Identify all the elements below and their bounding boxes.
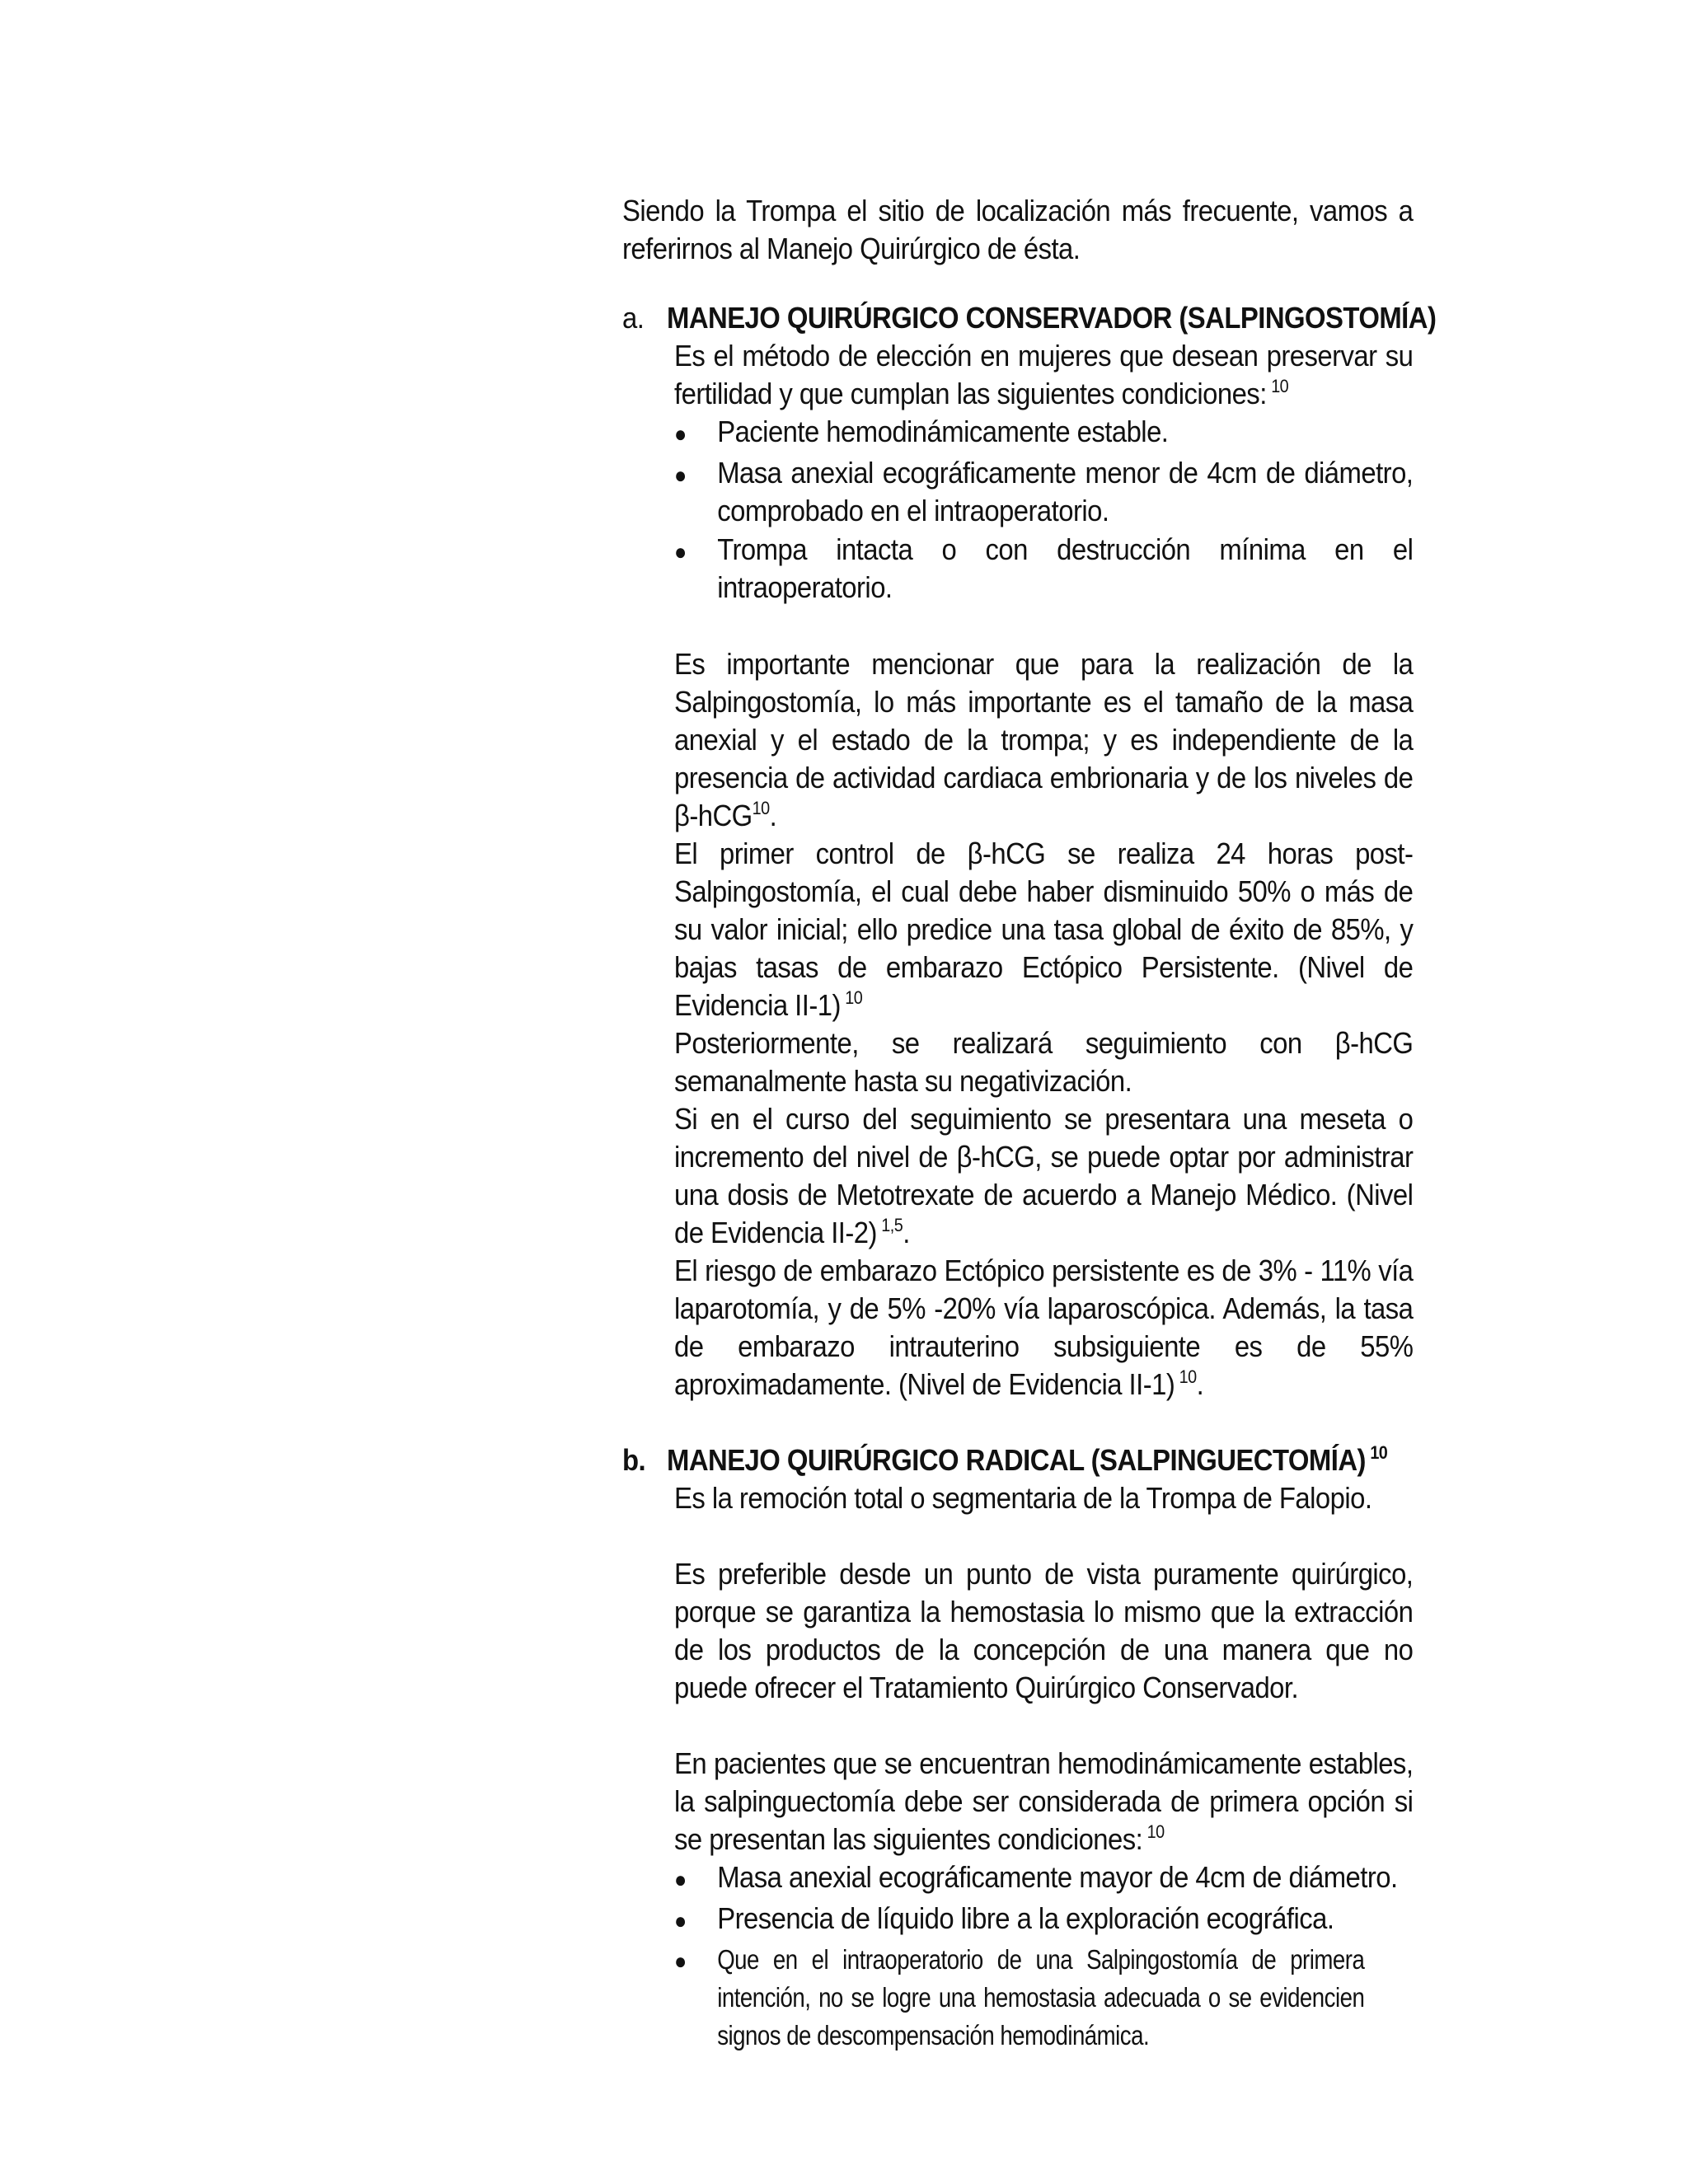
- list-item: [674, 1858, 1413, 1899]
- section-a-lead-text: Es el método de elección en mujeres que desean preservar su fertilidad y que cumplan las siguientes condiciones:: [674, 339, 1414, 410]
- section-b-heading-row: [622, 1441, 1413, 1479]
- section-a-body: [674, 337, 1413, 1404]
- list-item: [674, 1900, 1413, 1940]
- section-a-p5-ref: 10: [1179, 1366, 1197, 1387]
- section-b-paragraph-1: Es preferible desde un punto de vista puramente quirúrgico, porque se garantiza la hemostasia lo mismo que la extracción de los productos de la concepción de una manera que no puede ofrecer el Tratamiento Quirúrgico Conservador.: [674, 1557, 1414, 1704]
- section-a-p4-text: Si en el curso del seguimiento se presentara una meseta o incremento del nivel de β-hCG, se puede optar por administrar una dosis de Metotrexate de acuerdo a Manejo Médico. (Nivel de Evidencia II-2): [674, 1102, 1414, 1249]
- list-item: [674, 1941, 1413, 2055]
- section-a-paragraph-2: [674, 835, 1413, 1024]
- section-b-paragraph-2: [674, 1745, 1413, 1858]
- section-b-lead: Es la remoción total o segmentaria de la Trompa de Falopio.: [674, 1481, 1372, 1515]
- section-b-heading: [667, 1441, 1387, 1479]
- list-item-text: Paciente hemodinámicamente estable.: [717, 415, 1169, 448]
- section-b-p2-text: En pacientes que se encuentran hemodinámicamente estables, la salpinguectomía debe ser considerada de primera opción si se presentan las siguientes condiciones:: [674, 1746, 1414, 1856]
- section-a-heading-row: [622, 299, 1437, 337]
- section-a-p2-text: El primer control de β-hCG se realiza 24 horas post-Salpingostomía, el cual debe haber disminuido 50% o más de su valor inicial; ello predice una tasa global de éxito de 85%, y bajas tasas de embarazo Ectópico Persistente. (Nivel de Evidencia II-1): [674, 837, 1414, 1022]
- section-a-paragraph-1: [674, 645, 1413, 835]
- page-content: [622, 192, 1437, 2055]
- section-a-p5-text: El riesgo de embarazo Ectópico persistente es de 3% - 11% vía laparotomía, y de 5% -20% vía laparoscópica. Además, la tasa de embarazo intrauterino subsiguiente es de 55% aproximadamente. (Nivel de Evidencia II-1): [674, 1254, 1414, 1401]
- bullet-icon: ●: [674, 1908, 687, 1933]
- bullet-icon: ●: [674, 539, 687, 565]
- list-item-text: Masa anexial ecográficamente mayor de 4cm de diámetro.: [717, 1860, 1398, 1894]
- section-a-p1-text: Es importante mencionar que para la realización de la Salpingostomía, lo más importante es el tamaño de la masa anexial y el estado de la trompa; y es independiente de la presencia de actividad cardiaca embrionaria y de los niveles de β-hCG: [674, 647, 1414, 832]
- list-item-text: Masa anexial ecográficamente menor de 4cm de diámetro, comprobado en el intraoperatorio.: [717, 456, 1414, 527]
- bullet-icon: ●: [674, 462, 687, 488]
- section-b-p2-ref: 10: [1146, 1821, 1165, 1842]
- list-item: [674, 413, 1413, 453]
- section-a-p4-end: .: [903, 1216, 910, 1249]
- list-item-text: Trompa intacta o con destrucción mínima en el intraoperatorio.: [717, 532, 1414, 604]
- section-a-paragraph-4: [674, 1100, 1413, 1252]
- bullet-icon: ●: [674, 421, 687, 447]
- section-a-marker: a.: [622, 301, 645, 335]
- section-a-lead-ref: 10: [1271, 376, 1289, 396]
- section-a-p1-ref: 10: [752, 798, 770, 818]
- section-a-p2-ref: 10: [845, 987, 863, 1008]
- section-a-paragraph-3: Posteriormente, se realizará seguimiento con β-hCG semanalmente hasta su negativización.: [674, 1026, 1414, 1098]
- spacer: [622, 1404, 1413, 1441]
- list-item: [674, 531, 1413, 607]
- bullet-icon: ●: [674, 1948, 687, 1974]
- section-b-body: [674, 1479, 1413, 2055]
- intro-paragraph: Siendo la Trompa el sitio de localización más frecuente, vamos a referirnos al Manejo Quirúrgico de ésta.: [622, 194, 1414, 265]
- spacer: [674, 1517, 1413, 1555]
- section-a-paragraph-5: [674, 1252, 1413, 1404]
- section-b-conditions-list: [674, 1858, 1413, 2055]
- list-item-text: Que en el intraoperatorio de una Salpingostomía de primera intención, no se logre una hemostasia adecuada o se evidencien signos de descompensación hemodinámica.: [717, 1944, 1365, 2050]
- list-item: [674, 454, 1413, 530]
- section-a-conditions-list: [674, 413, 1413, 607]
- section-a-p1-end: .: [769, 799, 777, 832]
- section-a-heading: MANEJO QUIRÚRGICO CONSERVADOR (SALPINGOSTOMÍA): [667, 301, 1437, 335]
- spacer: [674, 1707, 1413, 1745]
- spacer: [674, 607, 1413, 645]
- bullet-icon: ●: [674, 1867, 687, 1892]
- section-b-heading-ref: 10: [1370, 1442, 1388, 1463]
- section-b-marker: b.: [622, 1443, 646, 1477]
- list-item-text: Presencia de líquido libre a la exploración ecográfica.: [717, 1901, 1334, 1935]
- section-b-heading-text: MANEJO QUIRÚRGICO RADICAL (SALPINGUECTOMÍA): [667, 1443, 1366, 1477]
- section-a-p5-end: .: [1196, 1367, 1204, 1401]
- section-a-p4-ref: 1,5: [881, 1215, 903, 1235]
- section-a-lead: [674, 337, 1413, 413]
